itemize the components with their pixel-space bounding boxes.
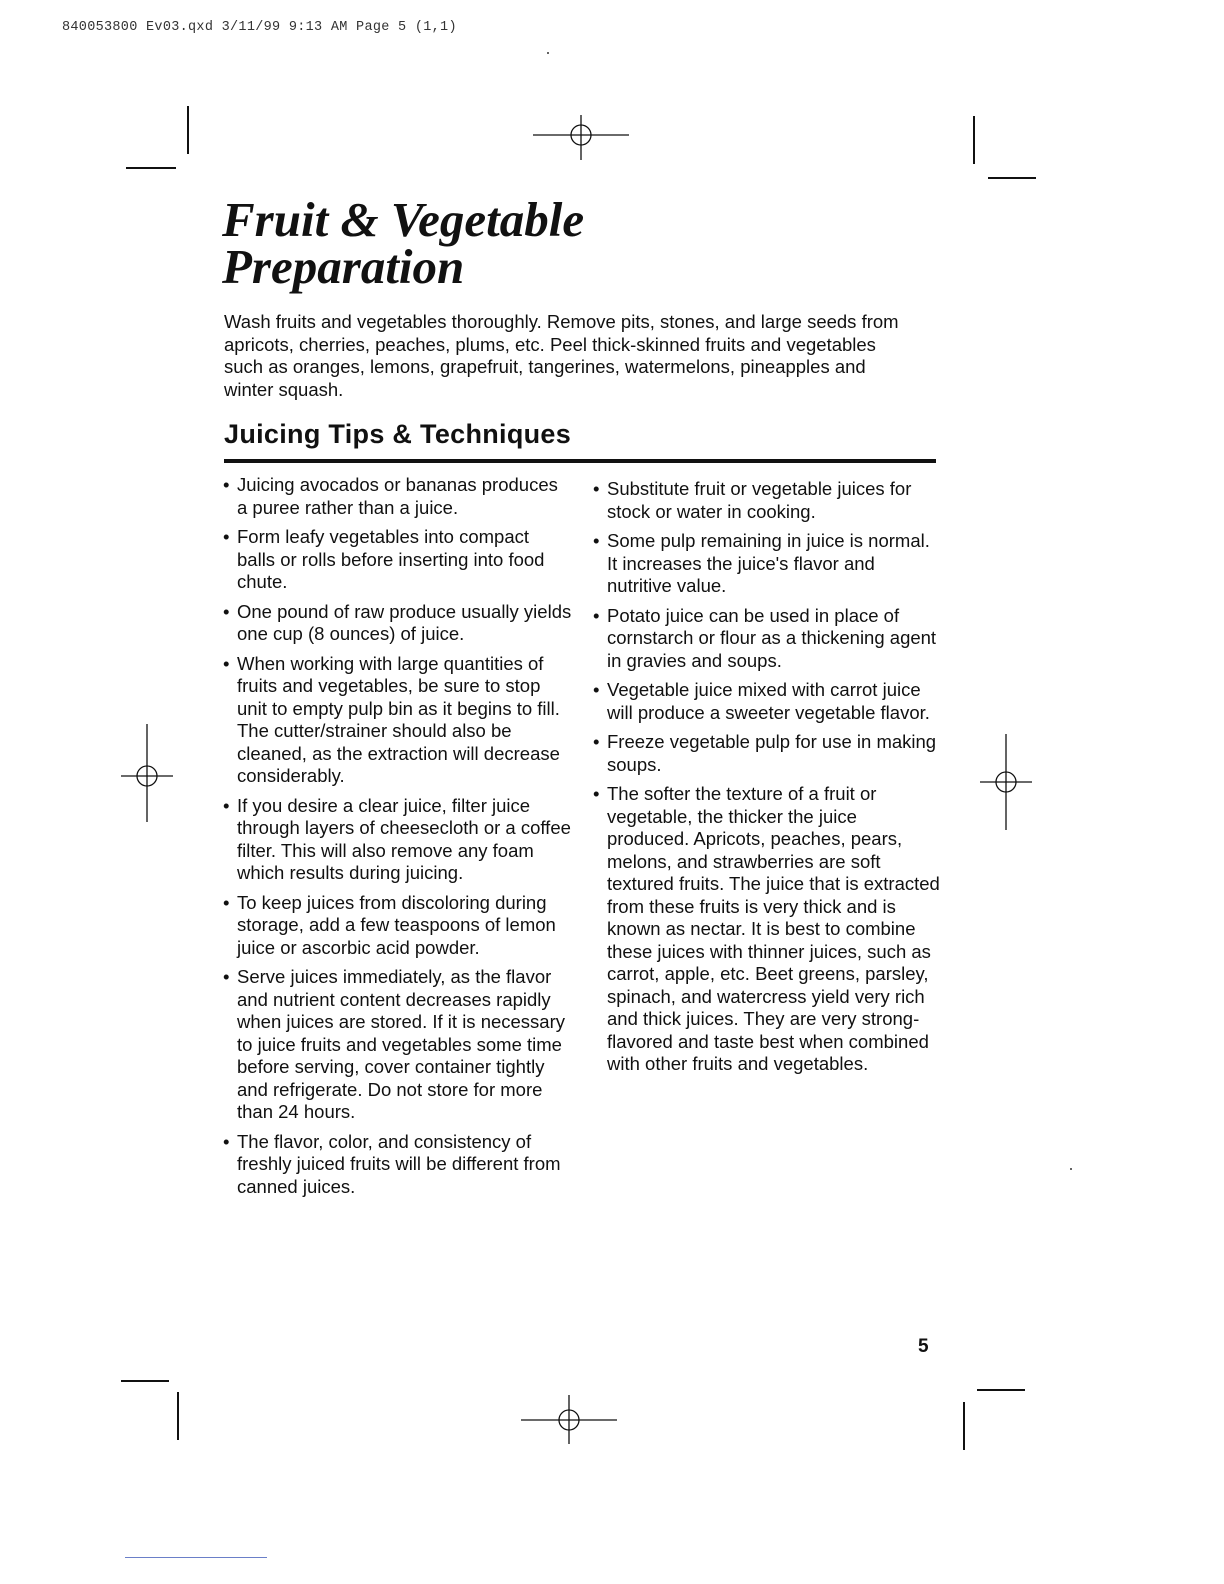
page-title-line-1: Fruit & Vegetable	[222, 192, 585, 247]
page-title-line-2: Preparation	[222, 239, 465, 294]
edge-line	[125, 1557, 267, 1558]
tip-item: • When working with large quantities of fruits and vegetables, be sure to stop unit to empty pulp bin as it begins to fill. The cutter/strainer should also be cleaned, as the extraction will decrease considerably.	[222, 653, 572, 788]
crop-mark-bottom-right-vertical	[963, 1402, 965, 1450]
tip-item: • Serve juices immediately, as the flavor and nutrient content decreases rapidly when juices are stored. If it is necessary to juice fruits and vegetables some time before serving, cover container tightly and refrigerate. Do not store for more than 24 hours.	[222, 966, 572, 1124]
tip-item: • Substitute fruit or vegetable juices for stock or water in cooking.	[592, 478, 942, 523]
registration-mark-right-icon	[978, 734, 1034, 834]
section-divider	[224, 459, 936, 463]
speck	[1070, 1168, 1072, 1170]
registration-mark-bottom-icon	[521, 1390, 617, 1450]
print-slug: 840053800 Ev03.qxd 3/11/99 9:13 AM Page 5 (1,1)	[62, 20, 457, 35]
crop-mark-top-right-horizontal	[988, 177, 1036, 179]
tip-item: • Freeze vegetable pulp for use in making soups.	[592, 731, 942, 776]
tip-item: • Vegetable juice mixed with carrot juice will produce a sweeter vegetable flavor.	[592, 679, 942, 724]
crop-mark-bottom-left-vertical	[177, 1392, 179, 1440]
tip-item: • Juicing avocados or bananas produces a puree rather than a juice.	[222, 474, 572, 519]
crop-mark-top-right-vertical	[973, 116, 975, 164]
registration-mark-top-icon	[533, 105, 629, 165]
tip-item: • The flavor, color, and consistency of freshly juiced fruits will be different from canned juices.	[222, 1131, 572, 1199]
tip-item: • Form leafy vegetables into compact balls or rolls before inserting into food chute.	[222, 526, 572, 594]
page-number: 5	[918, 1336, 929, 1357]
tip-item: • Potato juice can be used in place of cornstarch or flour as a thickening agent in gravies and soups.	[592, 605, 942, 673]
tip-item: • One pound of raw produce usually yields one cup (8 ounces) of juice.	[222, 601, 572, 646]
intro-paragraph: Wash fruits and vegetables thoroughly. Remove pits, stones, and large seeds from apricots, cherries, peaches, plums, etc. Peel thick-skinned fruits and vegetables such as oranges, lemons, grapefruit, tangerines, watermelons, pineapples and winter squash.	[224, 311, 899, 400]
tips-right-column	[592, 478, 942, 1083]
speck	[547, 52, 549, 54]
section-heading: Juicing Tips & Techniques	[224, 419, 572, 449]
page-title	[222, 192, 585, 294]
crop-mark-bottom-right-horizontal	[977, 1389, 1025, 1391]
tip-item: • The softer the texture of a fruit or vegetable, the thicker the juice produced. Apricots, peaches, pears, melons, and strawberries are soft textured fruits. The juice that is extracted from these fruits is very thick and is known as nectar. It is best to combine these juices with thinner juices, such as carrot, apple, etc. Beet greens, parsley, spinach, and watercress yield very rich and thick juices. They are very strong-flavored and taste best when combined with other fruits and vegetables.	[592, 783, 942, 1076]
registration-mark-left-icon	[119, 724, 175, 824]
crop-mark-bottom-left-horizontal	[121, 1380, 169, 1382]
crop-mark-top-left-horizontal	[126, 167, 176, 169]
crop-mark-top-left-vertical	[187, 106, 189, 154]
tip-item: • To keep juices from discoloring during storage, add a few teaspoons of lemon juice or ascorbic acid powder.	[222, 892, 572, 960]
tip-item: • If you desire a clear juice, filter juice through layers of cheesecloth or a coffee filter. This will also remove any foam which results during juicing.	[222, 795, 572, 885]
tips-left-column	[222, 474, 572, 1205]
tip-item: • Some pulp remaining in juice is normal. It increases the juice's flavor and nutritive value.	[592, 530, 942, 598]
